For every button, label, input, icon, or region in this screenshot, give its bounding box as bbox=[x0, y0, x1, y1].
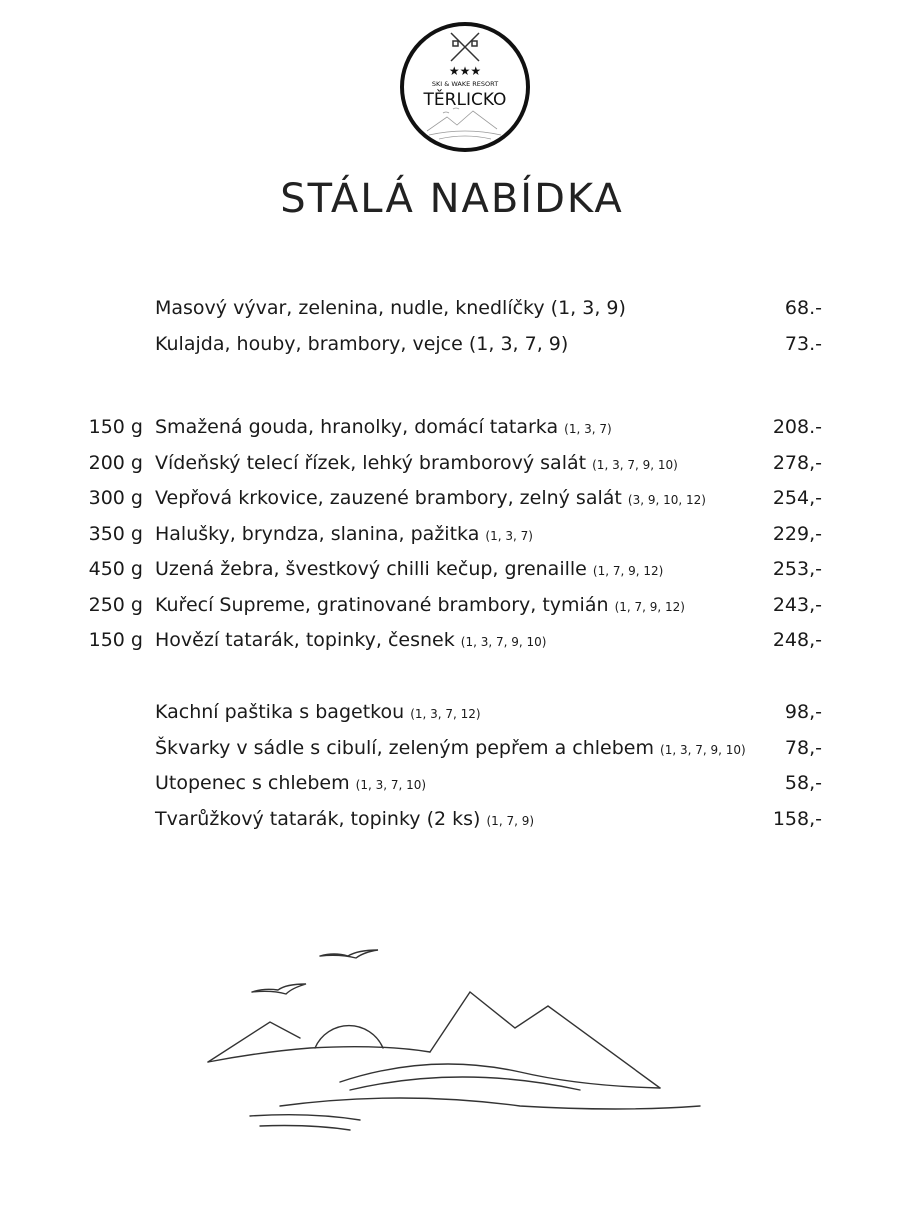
item-weight: 150 g bbox=[88, 416, 143, 438]
page-title: STÁLÁ NABÍDKA bbox=[280, 176, 624, 222]
item-allergens: (1, 3, 7, 9, 10) bbox=[460, 635, 547, 649]
item-weight: 250 g bbox=[88, 593, 143, 616]
bird-icon bbox=[320, 950, 378, 958]
menu-item bbox=[0, 802, 904, 838]
item-name: Halušky, bryndza, slanina, pažitka (1, 3, 7) bbox=[155, 522, 533, 545]
item-allergens: (3, 9, 10, 12) bbox=[627, 493, 706, 507]
item-price: 248,- bbox=[772, 629, 822, 651]
item-price: 278,- bbox=[772, 451, 822, 474]
item-price: 58,- bbox=[784, 772, 822, 794]
menu-item bbox=[0, 766, 904, 802]
logo-subtitle: SKI & WAKE RESORT bbox=[431, 80, 499, 88]
item-allergens: (1, 7, 9, 12) bbox=[614, 599, 685, 614]
menu-item bbox=[0, 410, 904, 446]
bird-icon bbox=[252, 984, 306, 994]
item-allergens: (1, 3, 7) bbox=[564, 422, 612, 436]
item-weight: 200 g bbox=[88, 451, 143, 474]
menu-section-starters bbox=[0, 695, 904, 837]
menu-item bbox=[0, 731, 904, 767]
menu-section-soups bbox=[0, 291, 904, 362]
item-weight: 150 g bbox=[88, 629, 143, 651]
item-price: 229,- bbox=[772, 522, 822, 545]
menu-item bbox=[0, 481, 904, 517]
mountain-icon bbox=[430, 992, 660, 1088]
logo-stars: ★★★ bbox=[448, 64, 482, 78]
item-name: Hovězí tatarák, topinky, česnek (1, 3, 7, 9, 10) bbox=[155, 629, 547, 651]
item-allergens: (1, 3, 7, 9, 10) bbox=[592, 457, 678, 472]
item-weight: 350 g bbox=[88, 522, 143, 545]
item-weight: 450 g bbox=[88, 558, 143, 580]
item-name: Uzená žebra, švestkový chilli kečup, grenaille (1, 7, 9, 12) bbox=[155, 558, 664, 580]
menu-item bbox=[0, 327, 904, 363]
item-price: 68.- bbox=[784, 297, 822, 319]
menu-item bbox=[0, 552, 904, 588]
item-name: Kulajda, houby, brambory, vejce (1, 3, 7, 9) bbox=[155, 332, 569, 355]
item-weight: 300 g bbox=[88, 487, 143, 509]
landscape-illustration bbox=[200, 940, 710, 1140]
menu-item bbox=[0, 623, 904, 659]
item-price: 73.- bbox=[784, 332, 822, 355]
item-name: Masový vývar, zelenina, nudle, knedlíčky (1, 3, 9) bbox=[155, 297, 626, 319]
item-price: 243,- bbox=[772, 593, 822, 616]
item-price: 254,- bbox=[772, 487, 822, 509]
item-price: 208.- bbox=[772, 416, 822, 438]
item-name: Škvarky v sádle s cibulí, zeleným pepřem a chlebem (1, 3, 7, 9, 10) bbox=[155, 736, 746, 759]
item-allergens: (1, 3, 7, 12) bbox=[410, 707, 481, 721]
item-allergens: (1, 7, 9, 12) bbox=[592, 564, 664, 578]
item-allergens: (1, 3, 7, 9, 10) bbox=[660, 742, 746, 757]
menu-item bbox=[0, 588, 904, 624]
logo-name: TĚRLICKO bbox=[423, 90, 507, 110]
item-allergens: (1, 7, 9) bbox=[486, 813, 535, 828]
sun-icon bbox=[315, 1026, 383, 1048]
item-name: Kuřecí Supreme, gratinované brambory, tymián (1, 7, 9, 12) bbox=[155, 593, 685, 616]
item-price: 158,- bbox=[772, 807, 822, 830]
mountain-icon bbox=[208, 1022, 300, 1062]
item-name: Vídeňský telecí řízek, lehký bramborový salát (1, 3, 7, 9, 10) bbox=[155, 451, 678, 474]
item-allergens: (1, 3, 7) bbox=[485, 528, 533, 543]
item-price: 78,- bbox=[784, 736, 822, 759]
item-allergens: (1, 3, 7, 10) bbox=[355, 778, 427, 792]
menu-section-mains bbox=[0, 410, 904, 659]
item-name: Utopenec s chlebem (1, 3, 7, 10) bbox=[155, 772, 427, 794]
resort-logo bbox=[399, 21, 531, 153]
menu-item bbox=[0, 446, 904, 482]
item-price: 253,- bbox=[772, 558, 822, 580]
item-name: Smažená gouda, hranolky, domácí tatarka (1, 3, 7) bbox=[155, 416, 612, 438]
item-name: Kachní paštika s bagetkou (1, 3, 7, 12) bbox=[155, 701, 481, 723]
item-name: Tvarůžkový tatarák, topinky (2 ks) (1, 7, 9) bbox=[155, 807, 535, 830]
menu-item bbox=[0, 695, 904, 731]
item-price: 98,- bbox=[784, 701, 822, 723]
item-name: Vepřová krkovice, zauzené brambory, zelný salát (3, 9, 10, 12) bbox=[155, 487, 706, 509]
menu-item bbox=[0, 517, 904, 553]
menu-item bbox=[0, 291, 904, 327]
